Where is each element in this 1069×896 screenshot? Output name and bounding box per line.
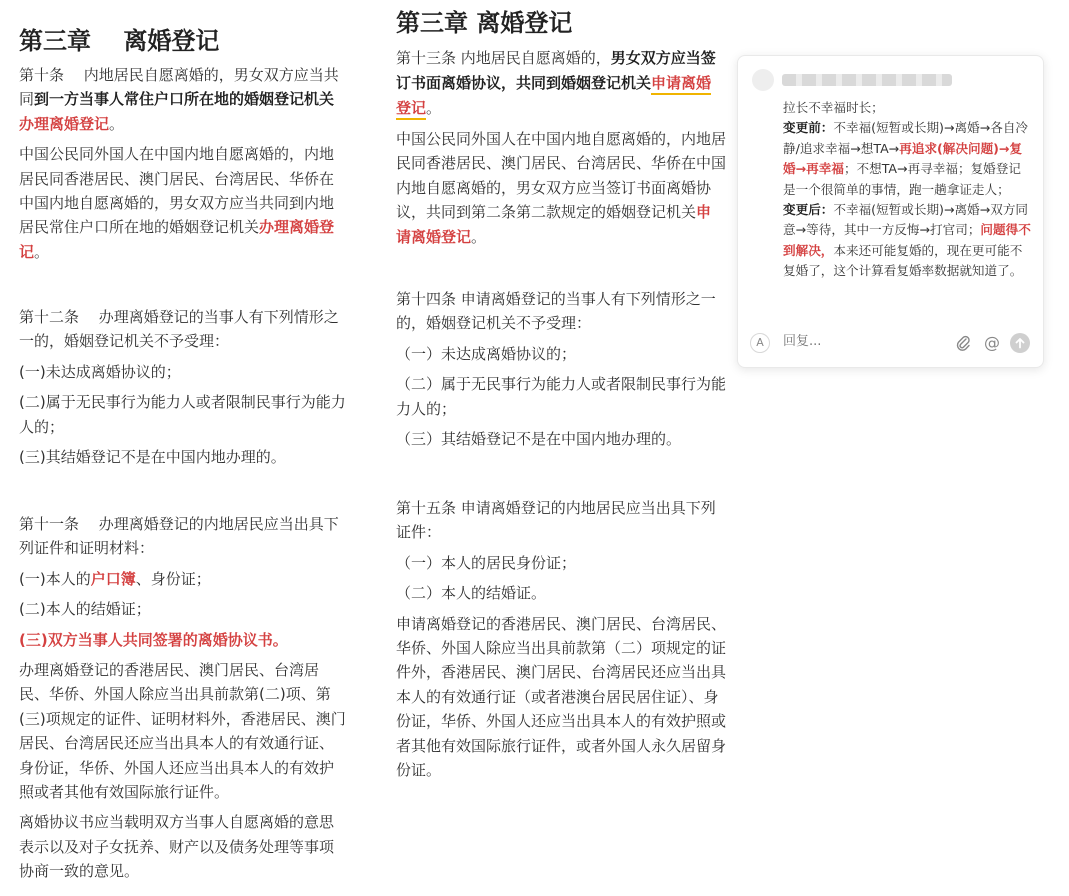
comment-card xyxy=(737,55,1044,368)
reply-input[interactable] xyxy=(783,334,933,349)
reply-bar xyxy=(750,333,1034,355)
at-icon[interactable]: @ xyxy=(984,333,1000,352)
middle-chapter-title: 第三章 离婚登记 xyxy=(396,9,573,37)
middle-article-15: 第十五条 申请离婚登记的内地居民应当出具下列证件： （一）本人的居民身份证； （二）本人的结婚证。 申请离婚登记的香港居民、澳门居民、台湾居民、华侨、外国人除应当出具前款第（二）项规定的证件外，香港居民、澳门居民、台湾居民还应当出具本人的有效通行证（或者港澳台居民居住证）、身份证，华侨、外国人还应当出具本人的有效护照或者其他有效国际旅行证件，或者外国人永久居留身份证。 xyxy=(396,499,727,780)
highlighted-comment-anchor[interactable]: 申请离婚登记 xyxy=(396,74,711,120)
blurred-author-name xyxy=(782,74,952,86)
left-article-11: 第十一条 办理离婚登记的内地居民应当出具下列证件和证明材料： (一)本人的户口簿、身份证； (二)本人的结婚证； (三)双方当事人共同签署的离婚协议书。 办理离婚登记的香港居民、澳门居民、台湾居民、华侨、外国人除应当出具前款第(二)项、第(三)项规定的证件、证明材料外，香港居民、澳门居民、台湾居民还应当出具本人的有效通行证、身份证，华侨、外国人还应当出具本人的有效护照或者其他有效国际旅行证件。 离婚协议书应当载明双方当事人自愿离婚的意思表示以及对子女抚养、财产以及债务处理等事项协商一致的意见。 xyxy=(19,515,346,881)
send-icon[interactable] xyxy=(1010,333,1030,353)
middle-article-13: 第十三条 内地居民自愿离婚的，男女双方应当签订书面离婚协议，共同到婚姻登记机关申请离婚登记。 中国公民同外国人在中国内地自愿离婚的，内地居民同香港居民、澳门居民、台湾居民、华侨在中国内地自愿离婚的，男女双方应当签订书面离婚协议，共同到第二条第二款规定的婚姻登记机关申请离婚登记。 xyxy=(396,49,727,246)
left-article-12: 第十二条 办理离婚登记的当事人有下列情形之一的，婚姻登记机关不予受理： (一)未达成离婚协议的； (二)属于无民事行为能力人或者限制民事行为能力人的； (三)其结婚登记不是在中国内地办理的。 xyxy=(19,308,346,467)
middle-article-14: 第十四条 申请离婚登记的当事人有下列情形之一的，婚姻登记机关不予受理： （一）未达成离婚协议的； （二）属于无民事行为能力人或者限制民事行为能力人的； （三）其结婚登记不是在中国内地办理的。 xyxy=(396,290,727,449)
paperclip-icon[interactable] xyxy=(953,333,973,353)
comment-header xyxy=(752,69,1032,91)
comment-body: 拉长不幸福时长； 变更前：不幸福(短暂或长期)→离婚→各自冷静/追求幸福→想TA→再追求(解决问题)→复婚→再幸福；不想TA→再寻幸福；复婚登记是一个很简单的事情，跑一趟拿证走人； 变更后：不幸福(短暂或长期)→离婚→双方同意→等待，其中一方反悔→打官司；问题得不到解决，本来还可能复婚的，现在更可能不复婚了，这个计算看复婚率数据就知道了。 xyxy=(783,100,1031,279)
avatar xyxy=(752,69,774,91)
left-article-10: 第十条 内地居民自愿离婚的，男女双方应当共同到一方当事人常住户口所在地的婚姻登记机关办理离婚登记。 中国公民同外国人在中国内地自愿离婚的，内地居民同香港居民、澳门居民、台湾居民、华侨在中国内地自愿离婚的，男女双方应当共同到内地居民常住户口所在地的婚姻登记机关办理离婚登记。 xyxy=(19,66,339,261)
reply-avatar: A xyxy=(750,333,770,353)
left-chapter-title: 第三章 离婚登记 xyxy=(19,27,220,55)
